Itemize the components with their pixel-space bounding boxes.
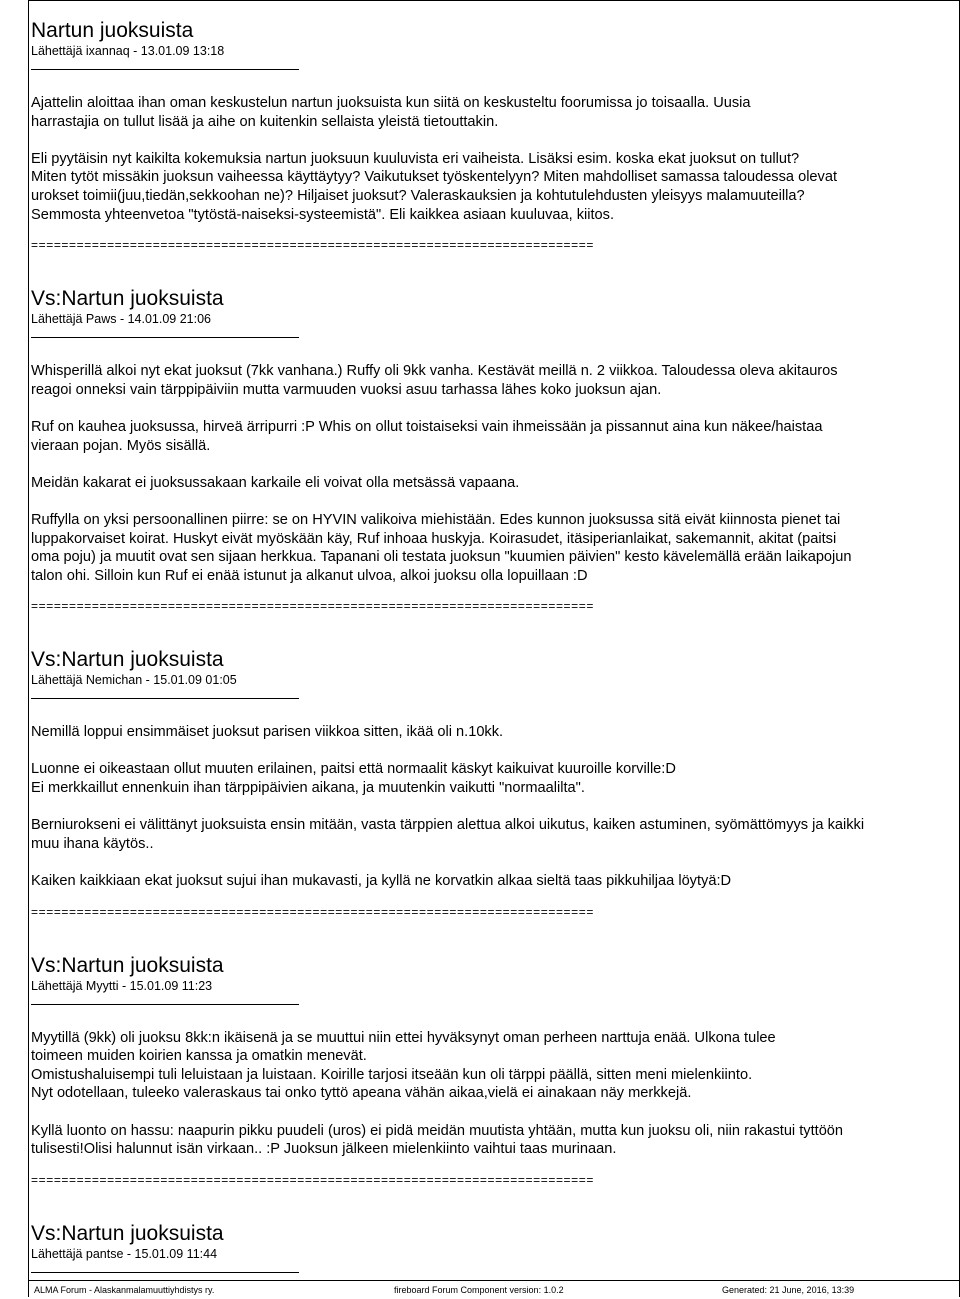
post-meta: Lähettäjä Myytti - 15.01.09 11:23 [31, 978, 213, 993]
post-paragraph [31, 816, 960, 853]
post-header-rule [31, 698, 299, 699]
forum-post [31, 18, 960, 252]
post-paragraph [31, 362, 960, 399]
post-text-line: reagoi onneksi vain tärppipäiviin mutta varmuuden vuoksi asuu tarhassa lähes koko juoksun ajan. [31, 381, 662, 398]
post-separator: ========================================================================== [31, 238, 594, 253]
post-title: Vs:Nartun juoksuista [31, 648, 224, 672]
post-body [31, 1029, 960, 1159]
post-title: Vs:Nartun juoksuista [31, 1221, 224, 1245]
post-body [31, 362, 960, 585]
post-text-line: Ajattelin aloittaa ihan oman keskustelun nartun juoksuista kun siitä on keskusteltu foorumissa jo toisaalla. Uusia [31, 95, 751, 111]
post-text-line: tulisesti!Olisi halunnut isän virkaan.. :P Juoksun jälkeen mielenkiinto vaihtui taas murinaan. [31, 1141, 617, 1158]
post-paragraph [31, 1122, 960, 1159]
post-header-rule [31, 1272, 299, 1273]
post-title: Nartun juoksuista [31, 19, 194, 42]
post-header-rule [31, 1004, 299, 1005]
post-meta: Lähettäjä Nemichan - 15.01.09 01:05 [31, 673, 237, 688]
post-text-line: Kaiken kaikkiaan ekat juoksut sujui ihan mukavasti, ja kyllä ne korvatkin alkaa sieltä taas pikkuhiljaa löytyä:D [31, 873, 732, 890]
post-separator: ========================================================================== [31, 904, 594, 919]
post-text-line: Ei merkkaillut ennenkuin ihan tärppipäivien aikana, ja muutenkin vaikutti "normaalilta". [31, 780, 585, 797]
post-separator: ========================================================================== [31, 599, 594, 614]
post-header-rule [31, 337, 299, 338]
post-text-line: Berniurokseni ei välittänyt juoksuista ensin mitään, vasta tärppien alettua alkoi uikutus, kaiken astuminen, syömättömyys ja kaikki [31, 817, 865, 834]
post-text-line: Ruffylla on yksi persoonallinen piirre: se on HYVIN valikoiva miehistään. Edes kunnon juoksussa sitä eivät kiinnosta pienet tai [31, 511, 841, 528]
forum-post [31, 647, 960, 918]
post-meta: Lähettäjä pantse - 15.01.09 11:44 [31, 1246, 218, 1261]
post-title: Vs:Nartun juoksuista [31, 953, 224, 977]
post-paragraph [31, 723, 960, 742]
post-text-line: Ruf on kauhea juoksussa, hirveä ärripurri :P Whis on ollut toistaiseksi vain ihmeissään ja pissannut aina kun näkee/haistaa [31, 418, 823, 435]
post-text-line: Semmosta yhteenvetoa "tytöstä-naiseksi-systeemistä". Eli kaikkea asiaan kuuluvaa, kiitos. [31, 206, 615, 223]
post-title: Vs:Nartun juoksuista [31, 287, 224, 311]
post-text-line: vieraan pojan. Myös sisällä. [31, 437, 211, 454]
post-paragraph [31, 418, 960, 455]
post-text-line: Whisperillä alkoi nyt ekat juoksut (7kk vanhana.) Ruffy oli 9kk vanha. Kestävät meillä n. 2 viikkoa. Taloudessa oleva akitauros [31, 363, 838, 380]
footer-component-version: fireboard Forum Component version: 1.0.2 [394, 1285, 564, 1295]
post-text-line: Eli pyytäisin nyt kaikilta kokemuksia nartun juoksuun kuuluvista eri vaiheista. Lisäksi esim. koska ekat juoksut on tullut? [31, 150, 800, 167]
page-footer [28, 1280, 960, 1298]
post-paragraph [31, 94, 960, 131]
post-paragraph [31, 1029, 960, 1103]
post-text-line: toimeen muiden koirien kanssa ja omatkin menevät. [31, 1048, 367, 1065]
post-text-line: luppakorvaiset koirat. Huskyt eivät myöskään käy, Ruf inhoaa huskyja. Koirasudet, itäsiperianlaikat, sakemannit, akitat (paitsi [31, 530, 837, 547]
post-text-line: harrastajia on tullut lisää ja aihe on kuitenkin sellaista yleistä tietouttakin. [31, 113, 499, 130]
post-body [31, 94, 960, 224]
forum-post [31, 286, 960, 613]
post-text-line: Meidän kakarat ei juoksussakaan karkaile eli voivat olla metsässä vapaana. [31, 474, 520, 491]
forum-thread [31, 18, 960, 1273]
post-text-line: oma poju) ja muutit ovat sen sijaan herkkua. Tapanani oli testata juoksun "kuumien päivien" kesto kävelemällä erään laikapojun [31, 549, 852, 566]
post-text-line: Kyllä luonto on hassu: naapurin pikku puudeli (uros) ei pidä meidän muutista yhtään, mutta kun juoksu oli, niin rakastui tyttöön [31, 1122, 844, 1139]
post-header-rule [31, 69, 299, 70]
post-meta: Lähettäjä ixannaq - 13.01.09 13:18 [31, 44, 225, 58]
post-paragraph [31, 872, 960, 891]
post-paragraph [31, 150, 960, 224]
post-text-line: Miten tytöt missäkin juoksun vaiheessa käyttäytyy? Vaikutukset työskentelyyn? Miten mahdolliset samassa taloudessa olevat [31, 169, 838, 186]
post-text-line: Nemillä loppui ensimmäiset juoksut parisen viikkoa sitten, ikää oli n.10kk. [31, 724, 504, 741]
post-gap [31, 1187, 960, 1221]
post-text-line: muu ihana käytös.. [31, 835, 154, 852]
forum-post [31, 953, 960, 1187]
footer-generated-date: Generated: 21 June, 2016, 13:39 [722, 1285, 855, 1295]
post-gap [31, 252, 960, 286]
forum-post [31, 1221, 960, 1273]
post-text-line: Nyt odotellaan, tuleeko valeraskaus tai onko tyttö apeana vähän aikaa,vielä ei ainakaan näy merkkejä. [31, 1085, 692, 1102]
post-body [31, 723, 960, 890]
post-text-line: Luonne ei oikeastaan ollut muuten erilainen, paitsi että normaalit käskyt kaikuivat kuuroille korville:D [31, 761, 676, 778]
post-paragraph [31, 511, 960, 585]
post-text-line: talon ohi. Silloin kun Ruf ei enää istunut ja alkanut ulvoa, alkoi juoksu olla lopuillaan :D [31, 567, 588, 584]
post-text-line: Omistushaluisempi tuli leluistaan ja luistaan. Koirille tarjosi itseään kun oli tärppi päällä, sitten meni mielenkiinto. [31, 1066, 753, 1083]
post-text-line: Myytillä (9kk) oli juoksu 8kk:n ikäisenä ja se muuttui niin ettei hyväksynyt oman perheen narttuja enää. Ulkona tulee [31, 1029, 776, 1046]
post-paragraph [31, 760, 960, 797]
footer-site-name: ALMA Forum - Alaskanmalamuuttiyhdistys ry. [34, 1285, 215, 1295]
post-gap [31, 919, 960, 953]
post-gap [31, 613, 960, 647]
post-text-line: urokset toimii(juu,tiedän,sekkoohan ne)? Hiljaiset juoksut? Valeraskauksien ja kohtutulehdusten yleisyys malamuuteilla? [31, 187, 805, 204]
post-paragraph [31, 474, 960, 493]
post-meta: Lähettäjä Paws - 14.01.09 21:06 [31, 312, 211, 327]
post-separator: ========================================================================== [31, 1172, 594, 1187]
